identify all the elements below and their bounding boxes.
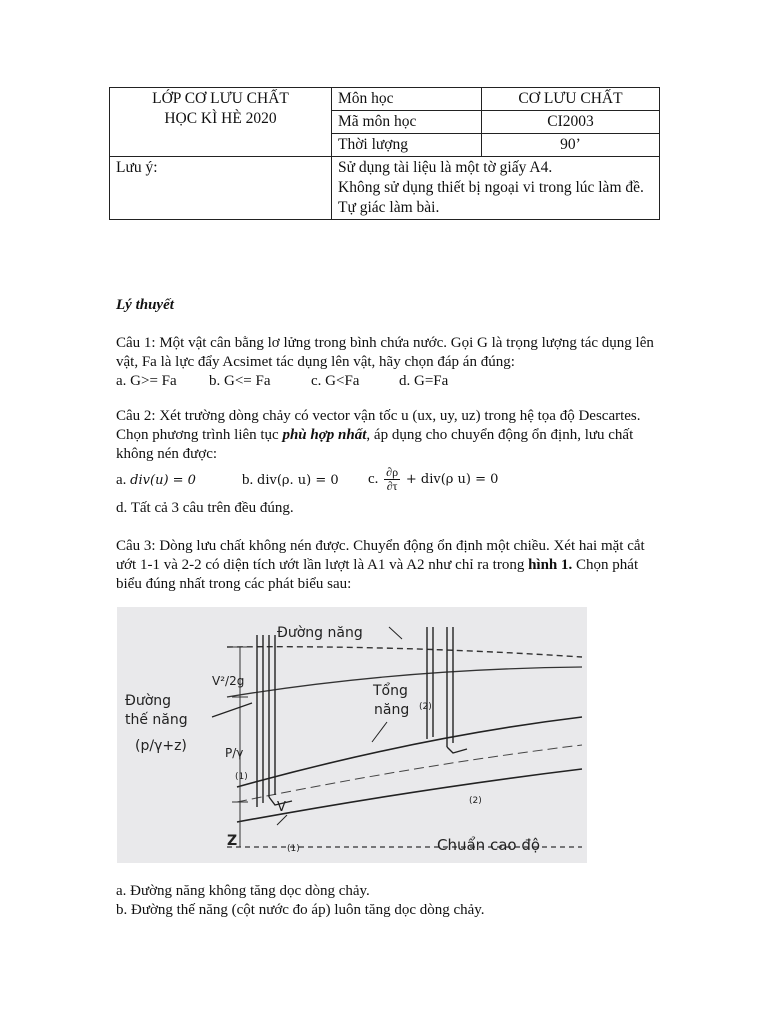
label-velocity: V — [277, 800, 286, 815]
pipe-top — [237, 717, 582, 787]
question-1 — [116, 334, 661, 391]
section-title: Lý thuyết — [116, 297, 174, 313]
duration-label: Thời lượng — [332, 134, 482, 157]
question-2-text-start: Câu 2: Xét trường dòng chảy có vector vận tốc u (ux, uy, uz) trong hệ tọa độ Descartes. Chọn phương trình liên tục — [116, 408, 641, 443]
label-total-1: Tổng — [373, 683, 408, 699]
subject-value: CƠ LƯU CHẤT — [482, 88, 660, 111]
figure-1-diagram — [117, 607, 587, 863]
note-item: Tự giác làm bài. — [338, 199, 440, 216]
question-3-text-end: Chọn phát biểu đúng nhất trong các phát biểu sau: — [116, 557, 639, 592]
question-2-option-d: d. Tất cả 3 câu trên đều đúng. — [116, 500, 294, 516]
question-3-text-start: Câu 3: Dòng lưu chất không nén được. Chuyển động ổn định một chiều. Xét hai mặt cắt ướt 1-1 và 2-2 có diện tích ướt lần lượt là A1 và A2 như chỉ ra trong — [116, 538, 645, 573]
subject-label: Môn học — [332, 88, 482, 111]
note-item: Không sử dụng thiết bị ngoại vi trong lúc làm đề. — [338, 179, 644, 196]
label-z: Z — [227, 833, 238, 849]
course-code-label: Mã môn học — [332, 111, 482, 134]
label-section-1-left: (1) — [235, 772, 248, 782]
question-2-option-b — [242, 471, 339, 490]
question-2-text-end: , áp dụng cho chuyển động ổn định, lưu chất không nén được: — [116, 427, 634, 462]
label-v2g: V²/2g — [212, 674, 245, 688]
figure-1 — [117, 607, 587, 863]
pipe-bottom — [237, 769, 582, 822]
label-potential-1: Đường — [125, 693, 172, 709]
question-1-option-a: a. G>= Fa — [116, 373, 177, 389]
note-item: Sử dụng tài liệu là một tờ giấy A4. — [338, 159, 553, 176]
course-title-line2: HỌC KÌ HÈ 2020 — [164, 110, 277, 127]
energy-leader — [389, 627, 402, 639]
label-section-1-bottom: (1) — [287, 844, 300, 854]
option-c-denominator: ∂τ — [386, 479, 398, 493]
question-1-option-b: b. G<= Fa — [209, 373, 271, 389]
exam-header-table — [109, 87, 660, 220]
total-leader — [372, 722, 387, 742]
note-label: Lưu ý: — [110, 157, 332, 220]
label-section-2-pipe: (2) — [469, 796, 482, 806]
potential-leader — [212, 703, 252, 717]
tube-2-pitot-bend — [447, 747, 467, 753]
question-1-text: Câu 1: Một vật cân bằng lơ lửng trong bình chứa nước. Gọi G là trọng lượng tác dụng lên vật, Fa là lực đẩy Acsimet tác dụng lên vật, hãy chọn đáp án đúng: — [116, 335, 654, 370]
option-a-label: a. — [116, 472, 127, 488]
label-potential-3: (p/γ+z) — [135, 738, 187, 754]
option-c-label: c. — [368, 470, 379, 487]
question-2-option-c — [368, 466, 498, 493]
question-3-figure-ref: hình 1. — [528, 557, 573, 573]
label-total-2: năng — [374, 702, 410, 718]
note-content — [332, 157, 660, 220]
label-section-2-top: (2) — [419, 702, 432, 712]
option-c-numerator: ∂ρ — [386, 465, 399, 479]
answer-a: a. Đường năng không tăng dọc dòng chảy. — [116, 883, 370, 899]
option-a-formula: div(u) = 0 — [130, 473, 196, 488]
option-b-label: b. — [242, 472, 254, 488]
duration-value: 90’ — [482, 134, 660, 157]
question-3 — [116, 537, 661, 594]
question-1-options — [116, 372, 661, 391]
question-2-option-a — [116, 471, 196, 490]
question-2-formulas — [116, 466, 661, 496]
course-code-value: CI2003 — [482, 111, 660, 134]
question-1-option-d: d. G=Fa — [399, 373, 449, 389]
course-title — [110, 88, 332, 157]
label-energy-line: Đường năng — [277, 625, 363, 641]
label-datum: Chuẩn cao độ — [437, 836, 541, 854]
course-title-line1: LỚP CƠ LƯU CHẤT — [152, 90, 289, 107]
question-2-emphasis: phù hợp nhất — [282, 427, 367, 443]
question-1-option-c: c. G<Fa — [311, 373, 360, 389]
energy-line — [227, 647, 582, 657]
option-b-formula: div(ρ. u) = 0 — [257, 473, 339, 488]
option-c-fraction — [384, 466, 400, 493]
label-p-gamma: P/γ — [225, 746, 244, 760]
answer-b: b. Đường thế năng (cột nước đo áp) luôn tăng dọc dòng chảy. — [116, 902, 485, 918]
label-potential-2: thế năng — [125, 712, 188, 728]
question-2 — [116, 407, 661, 464]
v-leader — [277, 815, 287, 825]
option-c-formula-rest: + div(ρ u) = 0 — [405, 471, 499, 487]
